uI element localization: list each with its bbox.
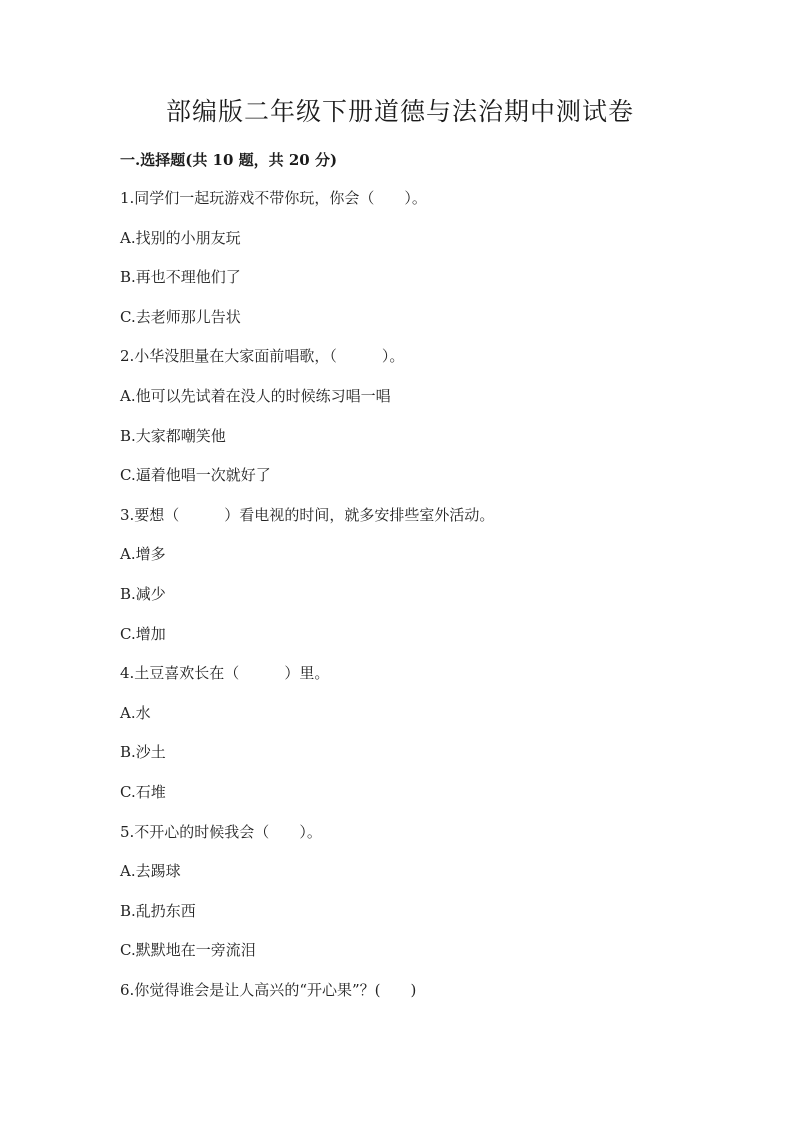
question-2-option-b: B.大家都嘲笑他 [120,427,226,445]
question-1-stem: 1.同学们一起玩游戏不带你玩，你会（ ）。 [120,189,427,207]
question-5-stem: 5.不开心的时候我会（ ）。 [120,823,322,841]
question-2-option-c: C.逼着他唱一次就好了 [120,466,271,484]
question-1-option-b: B.再也不理他们了 [120,268,241,286]
question-1-option-c: C.去老师那儿告状 [120,308,241,326]
question-3-option-c: C.增加 [120,625,166,643]
question-4-option-a: A.水 [120,704,151,722]
question-3-option-a: A.增多 [120,545,166,563]
question-1-option-a: A.找别的小朋友玩 [120,229,241,247]
question-4-stem: 4.土豆喜欢长在（ ）里。 [120,664,330,682]
question-5-option-c: C.默默地在一旁流泪 [120,941,256,959]
question-4-option-c: C.石堆 [120,783,166,801]
question-4-option-b: B.沙土 [120,743,166,761]
question-3-option-b: B.减少 [120,585,166,603]
question-2-option-a: A.他可以先试着在没人的时候练习唱一唱 [120,387,391,405]
question-3-stem: 3.要想（ ）看电视的时间，就多安排些室外活动。 [120,506,495,524]
page-title: 部编版二年级下册道德与法治期中测试卷 [165,97,634,126]
question-5-option-a: A.去踢球 [120,862,181,880]
section-heading: 一.选择题(共 10 题，共 20 分) [120,151,338,169]
question-5-option-b: B.乱扔东西 [120,902,196,920]
question-2-stem: 2.小华没胆量在大家面前唱歌，（ ）。 [120,347,405,365]
question-6-stem: 6.你觉得谁会是让人高兴的“开心果”？( ) [120,981,417,999]
